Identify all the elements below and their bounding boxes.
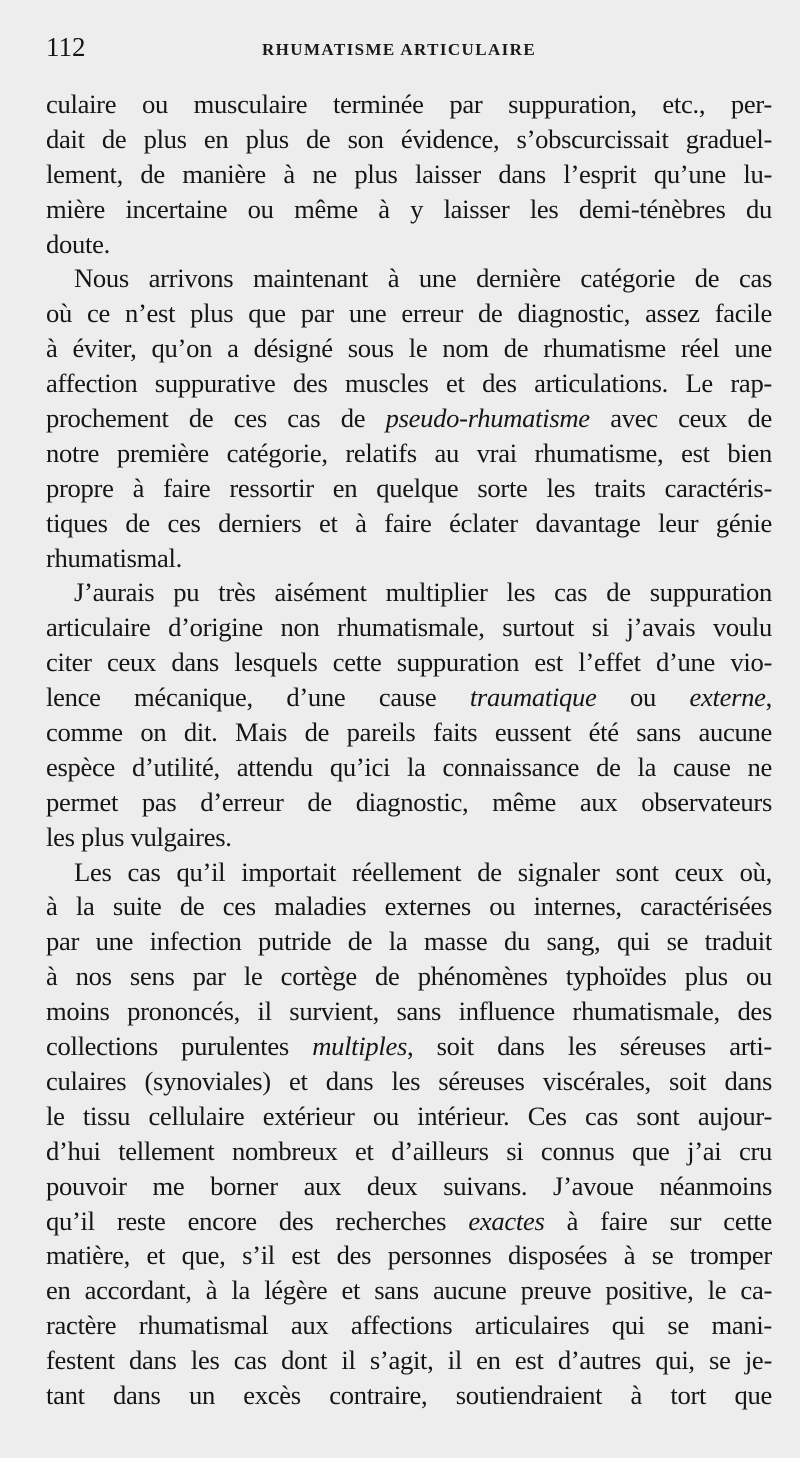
text-line xyxy=(46,994,772,1029)
text-segment: festent dans les cas dont il s’agit, il en est d’autres qui, se je- xyxy=(46,1345,772,1376)
text-line xyxy=(46,645,772,680)
text-line xyxy=(46,227,772,262)
text-segment: comme on dit. Mais de pareils faits eussent été sans aucune xyxy=(46,717,772,748)
text-segment: à nos sens par le cortège de phénomènes typhoïdes plus ou xyxy=(46,961,772,992)
text-line xyxy=(46,1238,772,1273)
text-line xyxy=(46,541,772,576)
text-segment: lence mécanique, d’une cause xyxy=(46,682,470,713)
text-line xyxy=(46,1169,772,1204)
text-segment: ou xyxy=(596,682,690,713)
text-segment: à la suite de ces maladies externes ou internes, caractérisées xyxy=(46,891,772,922)
text-segment: tiques de ces derniers et à faire éclater davantage leur génie xyxy=(46,507,772,538)
text-line xyxy=(46,820,772,855)
text-line xyxy=(46,1378,772,1413)
text-segment: collections purulentes xyxy=(46,1031,313,1062)
text-segment: , xyxy=(765,682,772,713)
text-line xyxy=(46,1204,772,1239)
text-line xyxy=(46,924,772,959)
text-segment: doute. xyxy=(46,228,110,259)
text-segment: le tissu cellulaire extérieur ou intérieur. Ces cas sont aujour- xyxy=(46,1100,772,1131)
text-line xyxy=(46,471,772,506)
text-segment: citer ceux dans lesquels cette suppuration est l’effet d’une vio- xyxy=(46,647,772,678)
text-segment: à éviter, qu’on a désigné sous le nom de rhumatisme réel une xyxy=(46,333,772,364)
text-segment: propre à faire ressortir en quelque sorte les traits caractéris- xyxy=(46,472,772,503)
text-segment: permet pas d’erreur de diagnostic, même aux observateurs xyxy=(46,786,772,817)
text-segment: par une infection putride de la masse du sang, qui se traduit xyxy=(46,926,772,957)
text-segment: à faire sur cette xyxy=(544,1205,772,1236)
text-segment: dait de plus en plus de son évidence, s’obscurcissait graduel- xyxy=(46,123,772,154)
text-segment: où ce n’est plus que par une erreur de diagnostic, assez facile xyxy=(46,298,772,329)
text-line xyxy=(46,1343,772,1378)
text-line xyxy=(46,87,772,122)
text-line xyxy=(46,1029,772,1064)
text-segment: ractère rhumatismal aux affections articulaires qui se mani- xyxy=(46,1310,772,1341)
text-line xyxy=(46,715,772,750)
text-line xyxy=(46,331,772,366)
text-line xyxy=(46,1308,772,1343)
text-line xyxy=(46,610,772,645)
italic-text: pseudo-rhumatisme xyxy=(385,403,590,434)
body-text xyxy=(46,87,772,1413)
text-line xyxy=(46,855,772,890)
text-segment: avec ceux de xyxy=(589,403,772,434)
text-segment: lement, de manière à ne plus laisser dans l’esprit qu’une lu- xyxy=(46,158,772,189)
text-line xyxy=(46,959,772,994)
text-line xyxy=(46,889,772,924)
text-line xyxy=(46,192,772,227)
text-segment: qu’il reste encore des recherches xyxy=(46,1205,469,1236)
text-line xyxy=(46,1134,772,1169)
text-segment: prochement de ces cas de xyxy=(46,403,386,434)
text-segment: culaire ou musculaire terminée par suppuration, etc., per- xyxy=(46,89,772,119)
text-segment: Nous arrivons maintenant à une dernière catégorie de cas xyxy=(74,263,772,294)
text-segment: moins prononcés, il survient, sans influence rhumatismale, des xyxy=(46,996,772,1027)
text-line xyxy=(46,1099,772,1134)
text-segment: notre première catégorie, relatifs au vrai rhumatisme, est bien xyxy=(46,437,772,468)
text-segment: Les cas qu’il importait réellement de signaler sont ceux où, xyxy=(74,856,772,887)
text-segment: tant dans un excès contraire, soutiendraient à tort que xyxy=(46,1379,772,1410)
text-segment: J’aurais pu très aisément multiplier les cas de suppuration xyxy=(74,577,772,608)
text-segment: affection suppurative des muscles et des articulations. Le rap- xyxy=(46,368,772,399)
text-line xyxy=(46,366,772,401)
text-segment: matière, et que, s’il est des personnes disposées à se tromper xyxy=(46,1240,772,1271)
text-segment: articulaire d’origine non rhumatismale, surtout si j’avais voulu xyxy=(46,612,772,643)
text-line xyxy=(46,1273,772,1308)
text-line xyxy=(46,750,772,785)
text-segment: culaires (synoviales) et dans les séreuses viscérales, soit dans xyxy=(46,1065,772,1096)
text-segment: mière incertaine ou même à y laisser les demi-ténèbres du xyxy=(46,193,772,224)
text-segment: , soit dans les séreuses arti- xyxy=(407,1031,772,1062)
text-segment: les plus vulgaires. xyxy=(46,821,232,852)
text-line xyxy=(46,122,772,157)
text-segment: espèce d’utilité, attendu qu’ici la connaissance de la cause ne xyxy=(46,751,772,782)
text-segment: pouvoir me borner aux deux suivans. J’avoue néanmoins xyxy=(46,1170,772,1201)
italic-text: externe xyxy=(689,682,766,713)
running-head: RHUMATISME ARTICULAIRE xyxy=(262,40,537,59)
text-segment: rhumatismal. xyxy=(46,542,182,573)
page-header xyxy=(46,32,766,68)
text-line xyxy=(46,157,772,192)
text-segment: d’hui tellement nombreux et d’ailleurs si connus que j’ai cru xyxy=(46,1135,772,1166)
text-line xyxy=(46,436,772,471)
text-line xyxy=(46,680,772,715)
text-line xyxy=(46,401,772,436)
text-line xyxy=(46,261,772,296)
text-segment: en accordant, à la légère et sans aucune preuve positive, le ca- xyxy=(46,1275,772,1306)
italic-text: multiples xyxy=(312,1031,407,1062)
text-line xyxy=(46,296,772,331)
text-line xyxy=(46,575,772,610)
text-line xyxy=(46,506,772,541)
italic-text: traumatique xyxy=(469,682,597,713)
text-line xyxy=(46,785,772,820)
page-number: 112 xyxy=(46,32,86,62)
text-line xyxy=(46,1064,772,1099)
italic-text: exactes xyxy=(468,1205,545,1236)
